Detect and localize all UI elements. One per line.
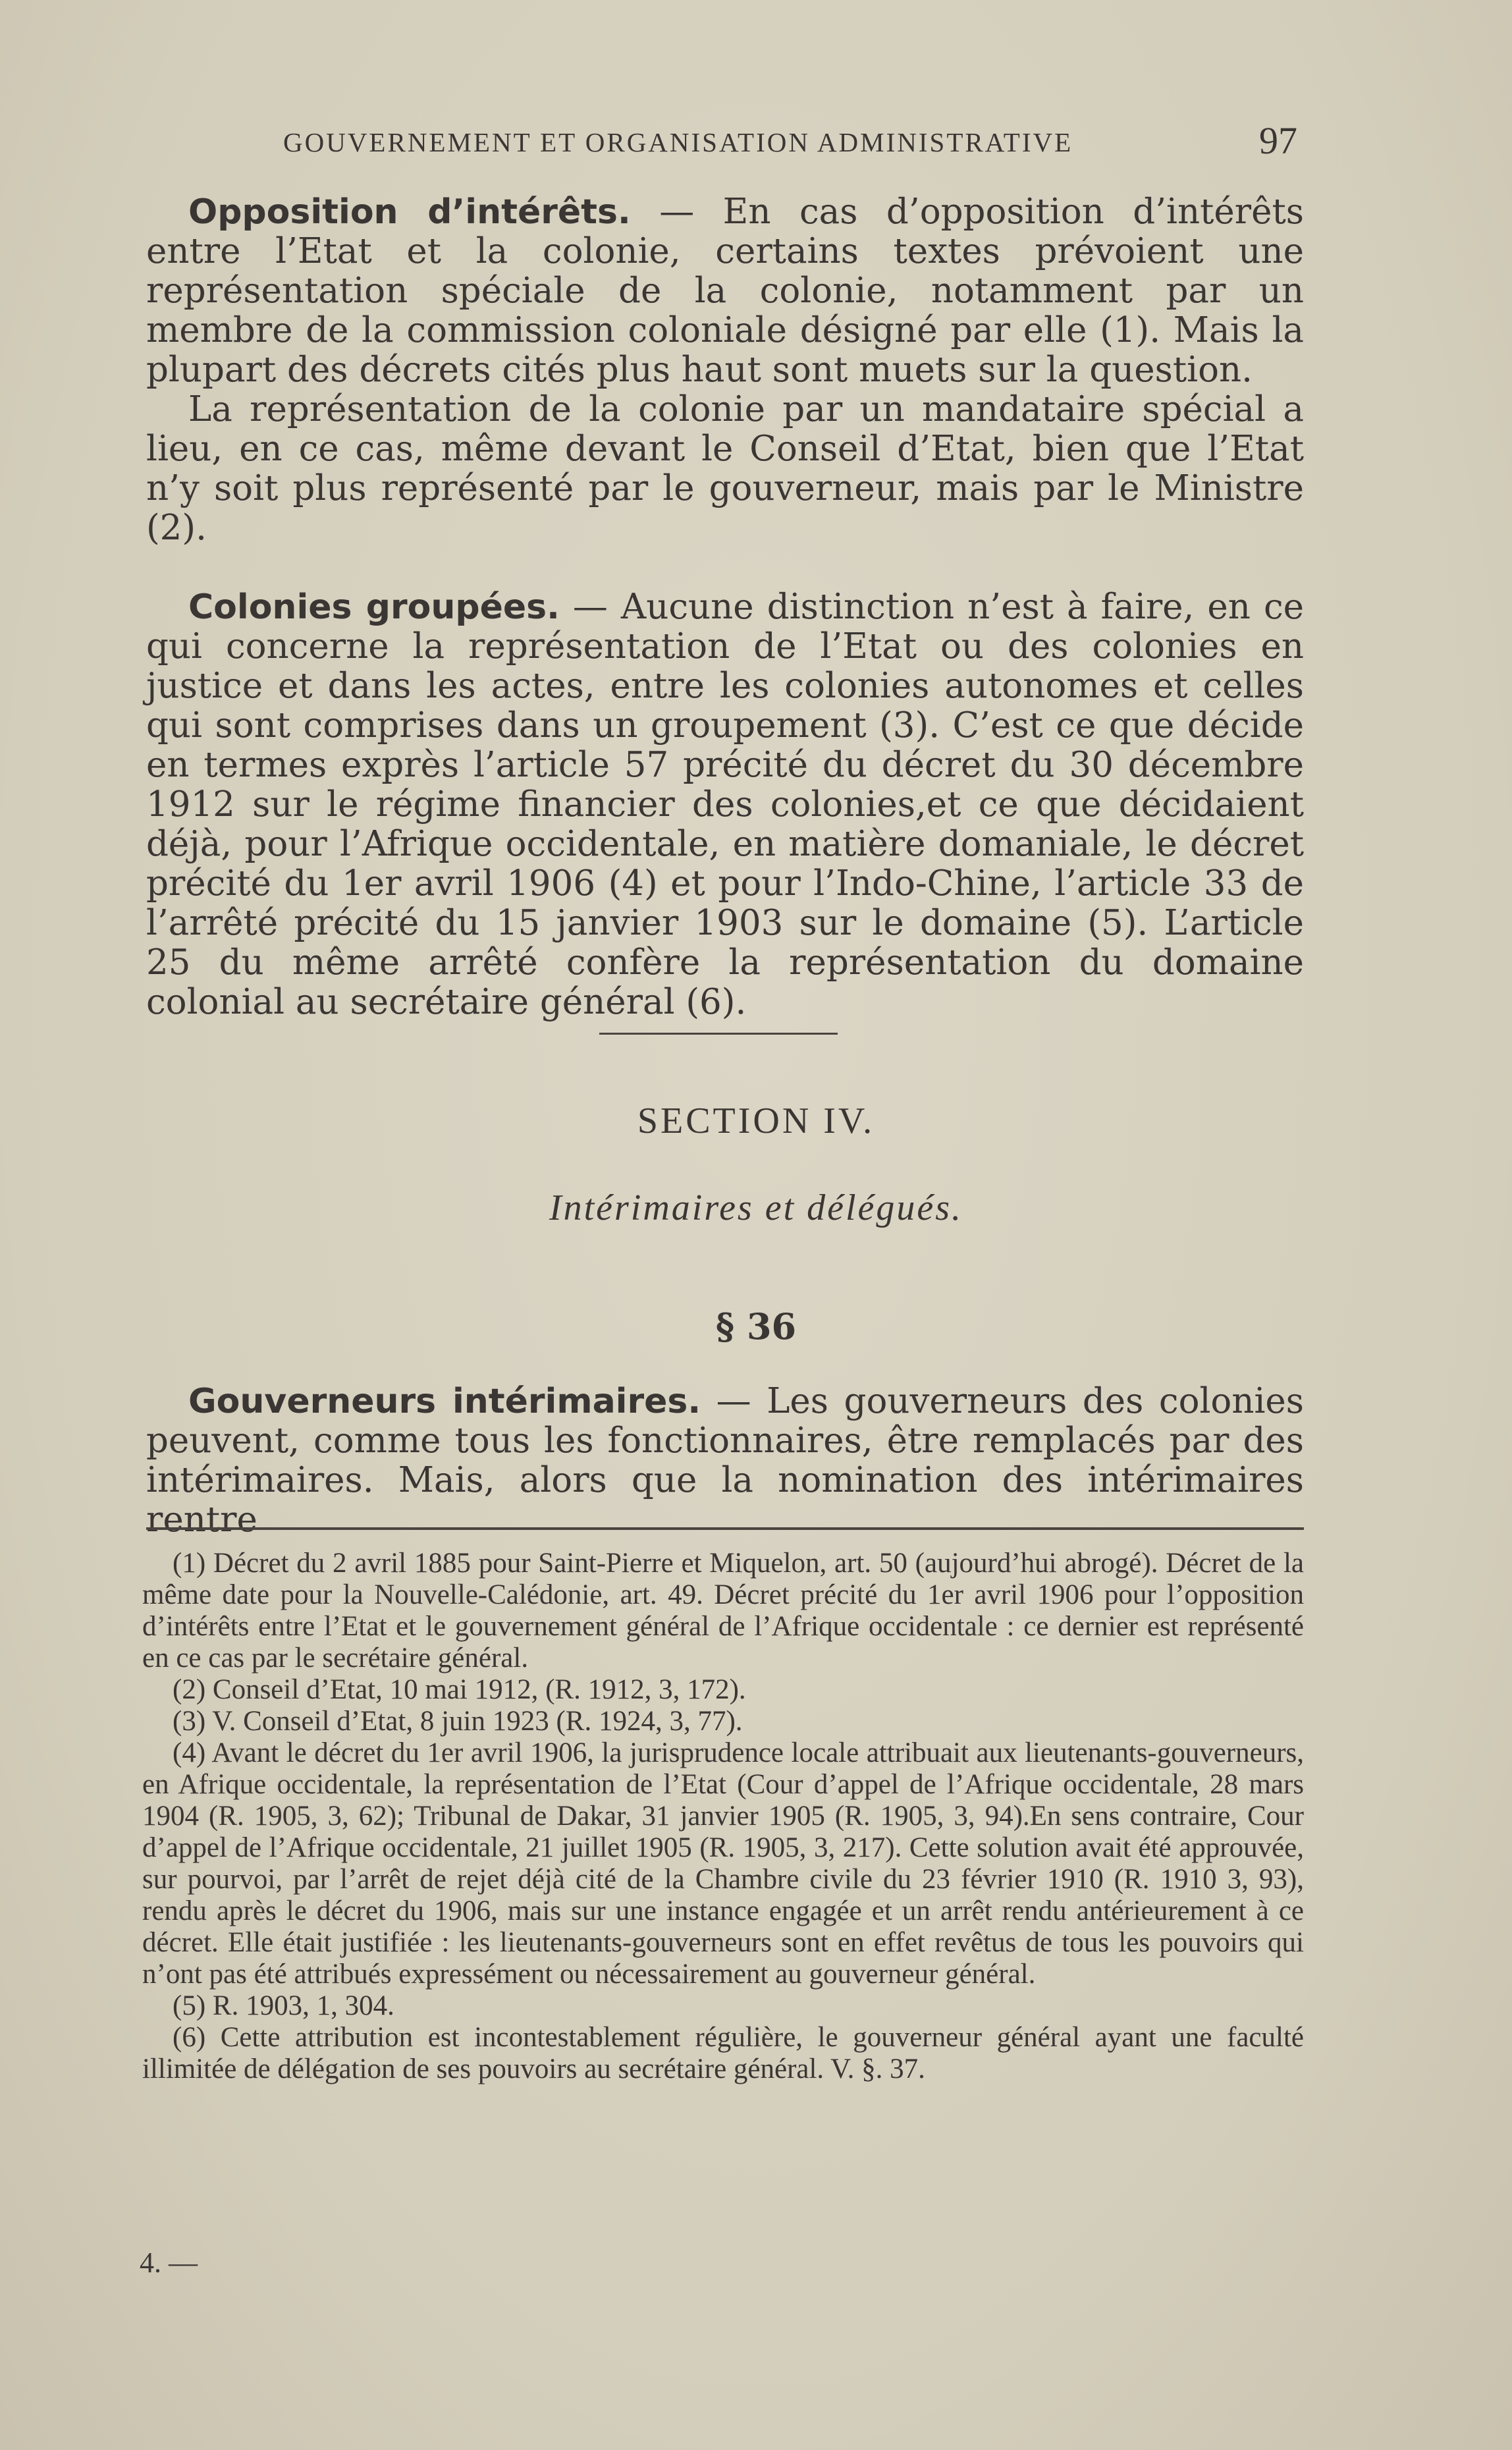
- section-title: SECTION IV.: [637, 1101, 875, 1141]
- section-subtitle: Intérimaires et délégués.: [549, 1187, 963, 1228]
- paragraph-representation: [146, 390, 1304, 548]
- paragraph-gouverneurs: [146, 1382, 1304, 1540]
- paragraph-text: La représentation de la colonie par un mandataire spécial a lieu, en ce cas, même devant le Conseil d’Etat, bien que l’Etat n’y soit plus représenté par le gouverneur, mais par le Ministre (2).: [146, 389, 1304, 548]
- paragraph-lead: Colonies groupées.: [188, 587, 560, 627]
- signature-mark: 4. —: [140, 2246, 198, 2279]
- footnote: (4) Avant le décret du 1er avril 1906, la jurisprudence locale attribuait aux lieutenants-gouverneurs, en Afrique occidentale, la représentation de l’Etat (Cour d’appel de l’Afrique occidentale, 28 mars 1904 (R. 1905, 3, 62); Tribunal de Dakar, 31 janvier 1905 (R. 1905, 3, 94).En sens contraire, Cour d’appel de l’Afrique occidentale, 21 juillet 1905 (R. 1905, 3, 217). Cette solution avait été approuvée, sur pourvoi, par l’arrêt de rejet déjà cité de la Chambre civile du 23 février 1910 (R. 1910 3, 93), rendu après le décret du 1906, mais sur une instance engagée et un arrêt rendu antérieurement à ce décret. Elle était justifiée : les lieutenants-gouverneurs sont en effet revêtus de tous les pouvoirs qui n’ont pas été attribués expressément ou nécessairement au gouverneur général.: [142, 1737, 1304, 1990]
- section-divider: [599, 1033, 838, 1035]
- paragraph-text: — Les gouverneurs des colonies peuvent, comme tous les fonctionnaires, être remplacés par des intérimaires. Mais, alors que la nomination des intérimaires rentre: [146, 1381, 1304, 1540]
- paragraph-colonies-groupees: [146, 587, 1304, 1022]
- paragraph-text: — En cas d’opposition d’intérêts entre l’Etat et la colonie, certains textes prévoient une représentation spéciale de la colonie, notamment par un membre de la commission coloniale désigné par elle (1). Mais la plupart des décrets cités plus haut sont muets sur la question.: [146, 192, 1304, 390]
- main-text: [146, 192, 1304, 1022]
- footnote-rule: [146, 1527, 1304, 1530]
- paragraph-text: — Aucune distinction n’est à faire, en ce qui concerne la représentation de l’Etat ou des colonies en justice et dans les actes, entre les colonies autonomes et celles qui sont comprises dans un groupement (3). C’est ce que décide en termes exprès l’article 57 précité du décret du 30 décembre 1912 sur le régime financier des colonies,et ce que décidaient déjà, pour l’Afrique occidentale, en matière domaniale, le décret précité du 1er avril 1906 (4) et pour l’Indo-Chine, l’article 33 de l’arrêté précité du 15 janvier 1903 sur le domaine (5). L’article 25 du même arrêté confère la représentation du domaine colonial au secrétaire général (6).: [146, 587, 1304, 1022]
- footnote: (5) R. 1903, 1, 304.: [173, 1990, 394, 2021]
- footnote: (6) Cette attribution est incontestablement régulière, le gouverneur général ayant une faculté illimitée de délégation de ses pouvoirs au secrétaire général. V. §. 37.: [142, 2022, 1304, 2084]
- page-number: 97: [1259, 119, 1297, 162]
- footnotes: [142, 1548, 1304, 2085]
- paragraph-lead: Opposition d’intérêts.: [188, 192, 631, 232]
- footnote: (1) Décret du 2 avril 1885 pour Saint-Pierre et Miquelon, art. 50 (aujourd’hui abrogé). Décret de la même date pour la Nouvelle-Calédonie, art. 49. Décret précité du 1er avril 1906 pour l’opposition d’intérêts entre l’Etat et le gouvernement général de l’Afrique occidentale : ce dernier est représenté en ce cas par le secrétaire général.: [142, 1548, 1304, 1674]
- paragraph-opposition: [146, 192, 1304, 390]
- footnote: (2) Conseil d’Etat, 10 mai 1912, (R. 1912, 3, 172).: [173, 1674, 746, 1705]
- paragraph-lead: Gouverneurs intérimaires.: [188, 1382, 701, 1421]
- running-title: GOUVERNEMENT ET ORGANISATION ADMINISTRATIVE: [283, 127, 1073, 157]
- paragraph-number: § 36: [715, 1305, 797, 1348]
- footnote: (3) V. Conseil d’Etat, 8 juin 1923 (R. 1924, 3, 77).: [173, 1706, 743, 1737]
- section-text: [146, 1382, 1304, 1540]
